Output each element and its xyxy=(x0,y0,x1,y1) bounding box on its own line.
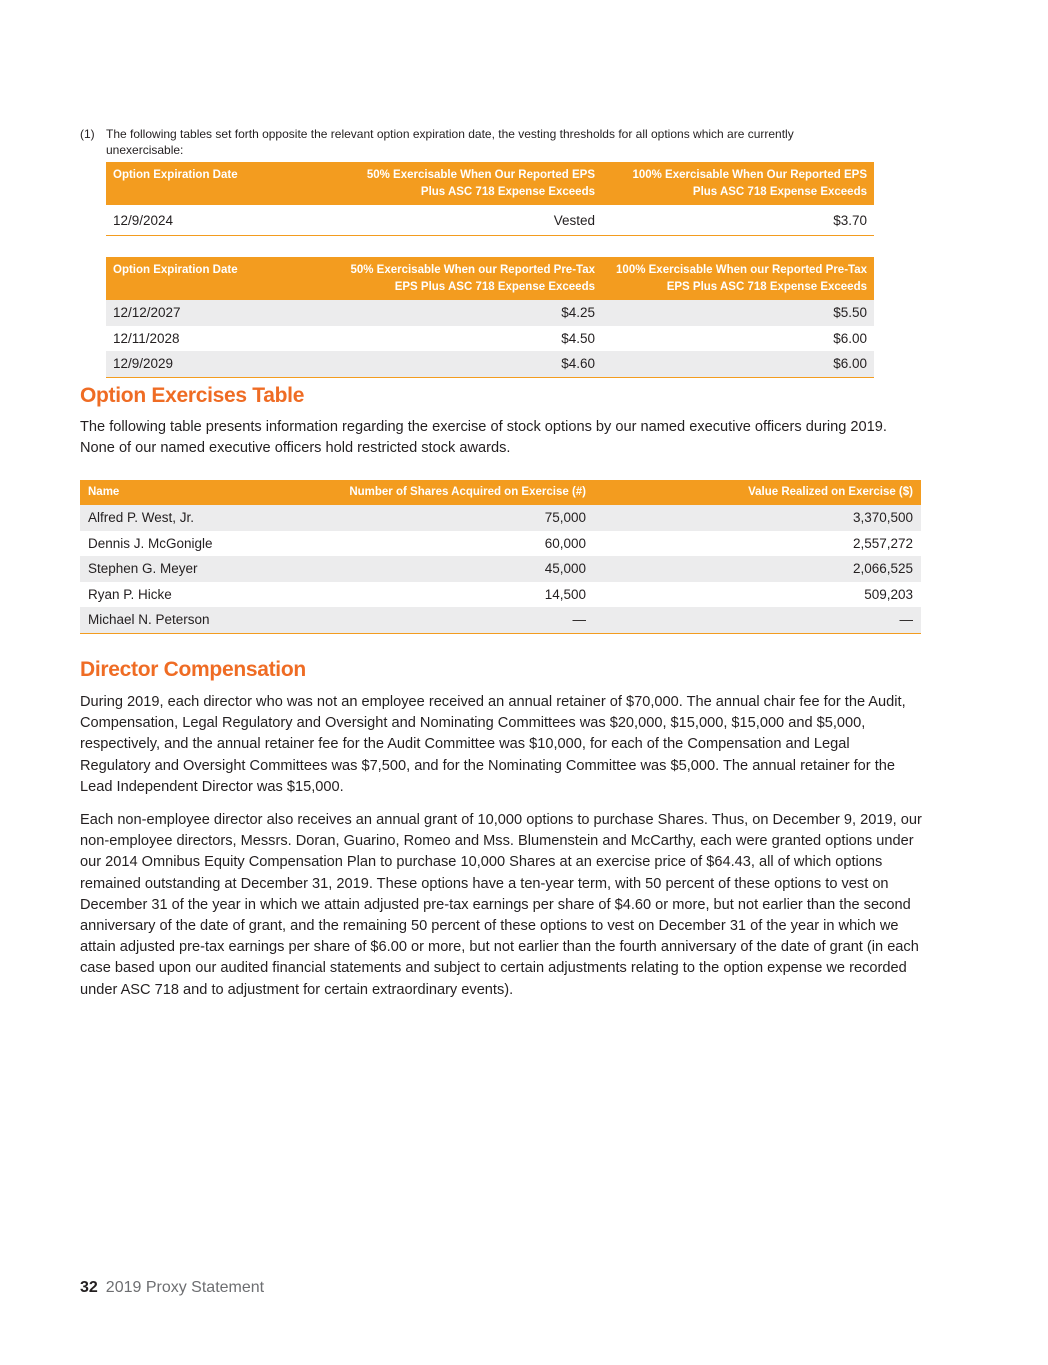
cell-name: Ryan P. Hicke xyxy=(88,586,172,602)
col-header-100pct: 100% Exercisable When Our Reported EPS Plus ASC 718 Expense Exceeds xyxy=(602,162,874,205)
col-header-expiration: Option Expiration Date xyxy=(106,257,340,300)
footnote xyxy=(80,126,870,158)
cell-50pct: $4.25 xyxy=(340,300,602,326)
footnote-text: The following tables set forth opposite the relevant option expiration date, the vesting thresholds for all options which are currently unexercisable: xyxy=(106,127,794,157)
table-row xyxy=(80,505,921,531)
col-header-50pct: 50% Exercisable When Our Reported EPS Plus ASC 718 Expense Exceeds xyxy=(340,162,602,205)
option-exercises-table xyxy=(80,480,921,634)
page-footer xyxy=(80,1279,264,1297)
col-header-shares: Number of Shares Acquired on Exercise (#) xyxy=(320,480,594,505)
cell-100pct: $3.70 xyxy=(602,205,874,236)
cell-value: 2,557,272 xyxy=(852,535,913,551)
cell-value: — xyxy=(594,607,921,633)
table-row xyxy=(80,582,921,608)
table-header-row xyxy=(106,162,874,205)
table-row xyxy=(106,326,874,352)
table-row xyxy=(80,556,921,582)
cell-shares: 60,000 xyxy=(544,535,586,551)
cell-50pct: $4.50 xyxy=(561,330,595,346)
cell-shares: 14,500 xyxy=(544,586,586,602)
cell-100pct: $6.00 xyxy=(602,351,874,377)
cell-100pct: $6.00 xyxy=(833,330,867,346)
cell-name: Stephen G. Meyer xyxy=(80,556,320,582)
cell-expiration: 12/11/2028 xyxy=(113,330,180,346)
cell-expiration: 12/9/2024 xyxy=(106,205,340,236)
cell-shares: 45,000 xyxy=(320,556,594,582)
director-compensation-para-1: During 2019, each director who was not an employee received an annual retainer of $70,000. The annual chair fee for the Audit, Compensation, Legal Regulatory and Oversight and Nominating Committees was $20,000, $15,000, $15,000 and $5,000, respectively, and the annual retainer fee for the Audit Committee was $10,000, for each of the Compensation and Legal Regulatory and Oversight Committees was $7,500, and for the Nominating Committee was $5,000. The annual retainer for the Lead Independent Director was $15,000. xyxy=(80,694,906,795)
col-header-name: Name xyxy=(80,480,320,505)
table-row xyxy=(106,351,874,377)
table-header-row xyxy=(106,257,874,300)
col-header-50pct: 50% Exercisable When our Reported Pre-Tax EPS Plus ASC 718 Expense Exceeds xyxy=(340,257,602,300)
cell-value: 509,203 xyxy=(864,586,913,602)
cell-shares: — xyxy=(320,607,594,633)
cell-value: 2,066,525 xyxy=(594,556,921,582)
cell-name: Alfred P. West, Jr. xyxy=(80,505,320,531)
cell-value: 3,370,500 xyxy=(594,505,921,531)
col-header-100pct: 100% Exercisable When our Reported Pre-Tax EPS Plus ASC 718 Expense Exceeds xyxy=(602,257,874,300)
table-row xyxy=(106,205,874,236)
cell-expiration: 12/12/2027 xyxy=(106,300,340,326)
table-row xyxy=(80,531,921,557)
cell-expiration: 12/9/2029 xyxy=(106,351,340,377)
cell-shares: 75,000 xyxy=(320,505,594,531)
col-header-expiration: Option Expiration Date xyxy=(106,162,340,205)
option-exercises-intro: The following table presents information regarding the exercise of stock options by our named executive officers during 2019. None of our named executive officers hold restricted stock awards. xyxy=(80,419,887,457)
table-header-row xyxy=(80,480,921,505)
col-header-value: Value Realized on Exercise ($) xyxy=(594,480,921,505)
table-row xyxy=(80,607,921,633)
vesting-table-eps xyxy=(106,162,874,236)
footnote-number: (1) xyxy=(80,127,95,141)
cell-100pct: $5.50 xyxy=(602,300,874,326)
document-title: 2019 Proxy Statement xyxy=(105,1279,265,1296)
vesting-table-pretax-eps xyxy=(106,257,874,378)
option-exercises-heading: Option Exercises Table xyxy=(80,384,305,407)
cell-name: Dennis J. McGonigle xyxy=(88,535,213,551)
cell-50pct: Vested xyxy=(340,205,602,236)
cell-name: Michael N. Peterson xyxy=(80,607,320,633)
table-row xyxy=(106,300,874,326)
director-compensation-para-2: Each non-employee director also receives an annual grant of 10,000 options to purchase Shares. Thus, on December 9, 2019, our non-employee directors, Messrs. Doran, Guarino, Romeo and Mss. Blumenstein and McCarthy, each were granted options under our 2014 Omnibus Equity Compensation Plan to purchase 10,000 Shares at an exercise price of $64.43, all of which options remained outstanding at December 31, 2019. These options have a ten-year term, with 50 percent of these options to vest on December 31 of the year in which we attain adjusted pre-tax earnings per share of $4.60 or more, but not earlier than the second anniversary of the date of grant, and the remaining 50 percent of these options to vest on December 31 of the year in which we attain adjusted pre-tax earnings per share of $6.00 or more, but not earlier than the fourth anniversary of the date of grant (in each case based upon our audited financial statements and subject to certain adjustments relating to the option expense we recorded under ASC 718 and to adjustment for certain extraordinary events). xyxy=(80,812,922,998)
page-number: 32 xyxy=(80,1279,98,1296)
director-compensation-heading: Director Compensation xyxy=(80,658,306,681)
cell-50pct: $4.60 xyxy=(340,351,602,377)
